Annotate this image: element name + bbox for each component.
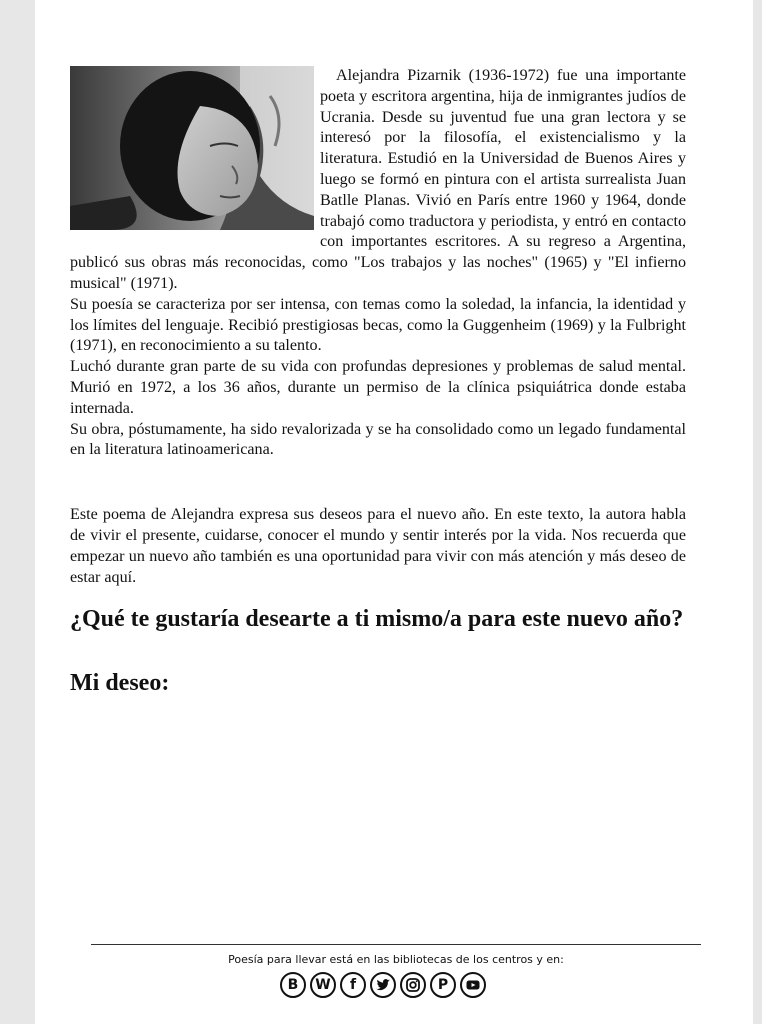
- youtube-icon[interactable]: [460, 972, 486, 998]
- wordpress-icon[interactable]: W: [310, 972, 336, 998]
- blogger-icon[interactable]: B: [280, 972, 306, 998]
- social-links: [280, 972, 512, 1002]
- poem-intro-section: [70, 505, 686, 588]
- footer-divider: [91, 944, 701, 945]
- intro-paragraph: Este poema de Alejandra expresa sus deseos para el nuevo año. En este texto, la autora habla de vivir el presente, cuidarse, conocer el mundo y sentir interés por la vida. Nos recuerda que empezar un nuevo año también es una oportunidad para vivir con más atención y más deseo de estar aquí.: [70, 506, 686, 586]
- biography-section: [70, 66, 686, 461]
- bio-paragraph: Luchó durante gran parte de su vida con profundas depresiones y problemas de salud mental. Murió en 1972, a los 36 años, durante un permiso de la clínica psiquiátrica donde estaba internada.: [70, 358, 686, 417]
- footer-text: Poesía para llevar está en las bibliotecas de los centros y en:: [228, 953, 564, 966]
- portrait-photo: [70, 66, 314, 230]
- facebook-icon[interactable]: f: [340, 972, 366, 998]
- question-heading: ¿Qué te gustaría desearte a ti mismo/a para este nuevo año?: [70, 606, 684, 633]
- bio-paragraph: Su poesía se caracteriza por ser intensa, con temas como la soledad, la infancia, la identidad y los límites del lenguaje. Recibió prestigiosas becas, como la Guggenheim (1969) y la Fulbright (1971), en reconocimiento a su talento.: [70, 295, 686, 355]
- bio-paragraph: Alejandra Pizarnik (1936-1972) fue una importante poeta y escritora argentina, hija de inmigrantes judíos de Ucrania. Desde su juventud fue una gran lectora y se interesó por la filosofía, el existencialismo y la literatura. Estudió en la Universidad de Buenos Aires y luego se formó en pintura con el artista surrealista Juan Batlle Planas. Vivió en París entre 1960 y 1964, donde trabajó como traductora y periodista, y entró en contacto con importantes escritores. A su regreso a Argentina, publicó sus obras más reconocidas, como "Los trabajos y las noches" (1965) y "El infierno musical" (1971).: [70, 67, 686, 292]
- pinterest-icon[interactable]: P: [430, 972, 456, 998]
- twitter-icon[interactable]: [370, 972, 396, 998]
- document-content: [70, 66, 686, 698]
- wish-heading: Mi deseo:: [70, 670, 170, 697]
- bio-paragraph: Su obra, póstumamente, ha sido revalorizada y se ha consolidado como un legado fundamental en la literatura latinoamericana.: [70, 420, 686, 459]
- instagram-icon[interactable]: [400, 972, 426, 998]
